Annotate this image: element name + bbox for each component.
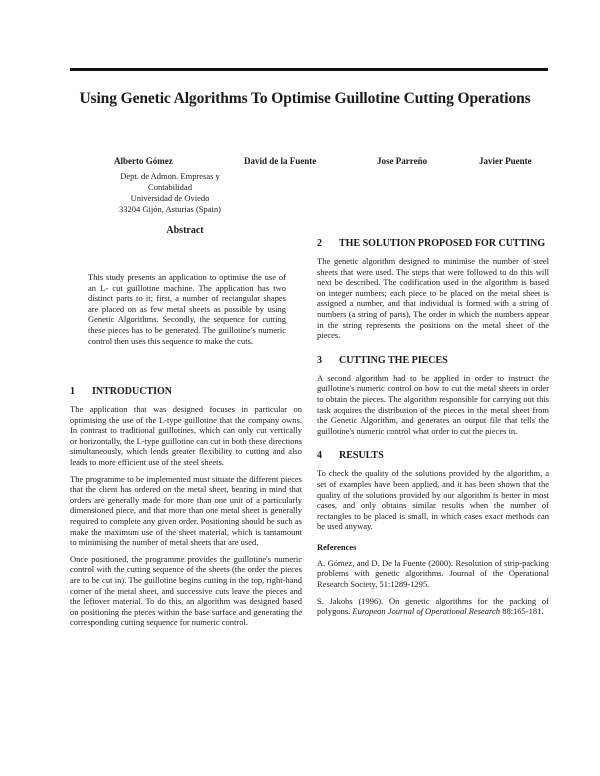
section-heading-results [317, 450, 549, 462]
paragraph: The genetic algorithm designed to minimise the number of steel sheets that were used. The steps that were followed to do this will next be described. The codification used in the algorithm is based on integer numbers; each piece to be placed on the metal sheet is assigned a number, and that individual is formed with a string of numbers (a string of parts), The order in which the numbers appear in the string represents the positions on the metal sheet of the pieces. [317, 256, 549, 341]
author-name: Alberto Gómez [114, 156, 173, 166]
top-rule [70, 68, 548, 71]
section-heading-introduction [70, 386, 302, 398]
paragraph: The programme to be implemented must situate the different pieces that the client has ordered on the metal sheet, bearing in mind that orders are generally made for more than one unit of a particularly dimensioned piece, and that more than one metal sheet is generally required to complete any given order. Positioning should be such as make the maximum use of the sheet material, which is tantamount to minimising the number of metal sheets that are used. [70, 473, 302, 548]
section-number: 3 [317, 354, 322, 366]
section-title: CUTTING THE PIECES [339, 354, 448, 366]
reference-item [317, 596, 549, 617]
left-column [70, 386, 302, 628]
abstract-text: This study presents an application to optimise the use of an L- cut guillotine machine. The application has two distinct parts to it; first, a number of rectangular shapes are placed on as few metal sheets as possible by using Genetic Algorithms. Secondly, the sequence for cutting these pieces has to be generated. The guillotine's numeric control then uses this sequence to make the cuts. [88, 272, 286, 346]
paragraph: A second algorithm had to be applied in order to instruct the guillotine's numeric control on how to cut the metal sheets in order to obtain the pieces. The algorithm responsible for carrying out this task acquires the distribution of the pieces in the metal sheet from the Genetic Algorithm, and generates an output file that tells the guillotine's numeric control what order to cut the pieces in. [317, 372, 549, 436]
section-title: RESULTS [339, 450, 384, 462]
section-number: 1 [70, 386, 75, 397]
section-heading-solution [317, 238, 549, 250]
affiliation-line: Dept. de Admon. Empresas y [120, 171, 220, 181]
affiliation-line: Contabilidad [148, 182, 192, 192]
references-heading: References [317, 541, 357, 552]
author-name: Javier Puente [479, 156, 532, 166]
section-heading-cutting [317, 355, 549, 367]
affiliation-line: 33204 Gijón, Asturias (Spain) [119, 204, 221, 214]
author-name: David de la Fuente [244, 156, 317, 166]
paragraph: To check the quality of the solutions provided by the algorithm, a set of examples have been applied, and it has been shown that the quality of the solutions provided by our algorithm is better in most cases, and only obtains similar results when the number of rectangles to be placed is small, in which cases exact methods can be used anyway. [317, 468, 549, 532]
reference-journal: European Journal of Operational Research [352, 606, 501, 617]
author-affiliation [80, 171, 260, 215]
right-column [317, 238, 549, 617]
section-number: 4 [317, 450, 322, 462]
paragraph: The application that was designed focuses in particular on optimising the use of the L-type guillotine that the company owns. In contrast to traditional guillotines, which can only cut vertically or horizontally, the L-type guillotine can cut in both these directions simultaneously, which lends greater flexibility to cutting and also leads to more efficient use of the steel sheets. [70, 404, 302, 467]
affiliation-line: Universidad de Oviedo [130, 193, 210, 203]
section-title: THE SOLUTION PROPOSED FOR CUTTING [339, 238, 546, 249]
reference-volume: 88:165-181. [500, 606, 544, 617]
section-title: INTRODUCTION [92, 386, 173, 397]
reference-authors: S. Jakobs (1996). On genetic algorithms for the packing of polygons. [317, 595, 549, 617]
abstract-heading: Abstract [166, 225, 204, 236]
reference-item: A. Gómez, and D. De la Fuente (2000). Resolution of strip-packing problems with genetic algorithms. Journal of the Operational Research Society, 51:1289-1295. [317, 557, 549, 590]
author-name: Jose Parreño [377, 156, 428, 166]
paragraph: Once positioned, the programme provides the guillotine's numeric control with the cutting sequence of the sheets (the order the pieces are to be cut in). The guillotine begins cutting in the top, right-hand corner of the metal sheet, and successive cuts leave the pieces and the leftover material. To do this, an algorithm was designed based on positioning the pieces within the base surface and generating the corresponding cutting sequence for numeric control. [70, 553, 302, 628]
paper-title: Using Genetic Algorithms To Optimise Guillotine Cutting Operations [79, 90, 531, 107]
section-number: 2 [317, 238, 322, 249]
